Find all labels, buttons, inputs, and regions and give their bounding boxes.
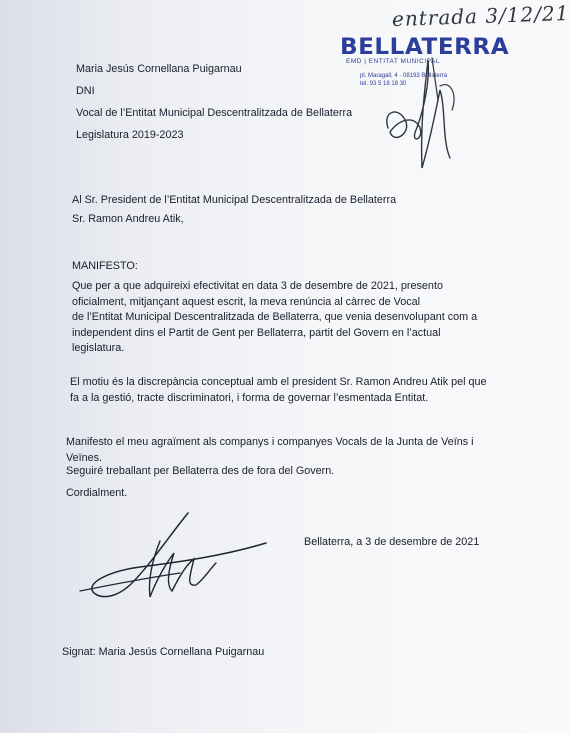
paragraph-line: Manifesto el meu agraïment als companys i companyes Vocals de la Junta de Veïns i (66, 436, 474, 448)
paragraph-line: oficialment, mitjançant aquest escrit, la meva renúncia al càrrec de Vocal (72, 295, 421, 308)
handwritten-entry-note: entrada 3/12/21 (391, 0, 570, 32)
paragraph-line: de l’Entitat Municipal Descentralitzada de Bellaterra, que venia desenvolupant com a (72, 311, 478, 323)
place-date: Bellaterra, a 3 de desembre de 2021 (304, 536, 480, 548)
sender-role: Vocal de l’Entitat Municipal Descentralitzada de Bellaterra (76, 107, 353, 119)
paragraph-line: Que per a que adquireixi efectivitat en data 3 de desembre de 2021, presento (72, 280, 443, 292)
signed-line: Signat: Maria Jesús Cornellana Puigarnau (62, 646, 265, 658)
paragraph-line: independent dins el Partit de Gent per Bellaterra, partit del Govern en l’actual (72, 326, 441, 339)
manifesto-heading: MANIFESTO: (72, 260, 138, 272)
handwritten-signature (70, 505, 270, 615)
paragraph-line: fa a la gestió, tracte discriminatori, i forma de governar l’esmentada Entitat. (70, 391, 429, 404)
stamp-initials-signature (380, 40, 480, 170)
recipient-line-1: Al Sr. President de l’Entitat Municipal Descentralitzada de Bellaterra (72, 194, 397, 206)
closing: Cordialment. (66, 487, 128, 499)
paragraph-line: Veïnes. (66, 451, 103, 464)
sender-id-label: DNI (76, 85, 95, 97)
paragraph-resignation (72, 279, 477, 357)
recipient-line-2: Sr. Ramon Andreu Atik, (72, 213, 184, 225)
paragraph-reason (70, 375, 487, 406)
stamp-phone: tel. 93 5 18 18 30 (360, 81, 407, 87)
paragraph-line: El motiu és la discrepància conceptual amb el president Sr. Ramon Andreu Atik pel que (70, 376, 487, 388)
stamp-address: pl. Maragall, 4 · 08193 Bellaterra (360, 73, 448, 79)
paragraph-thanks (66, 435, 474, 466)
stamp-brand: BELLATERRA (340, 35, 510, 60)
sender-name: Maria Jesús Cornellana Puigarnau (76, 63, 242, 75)
sender-term: Legislatura 2019-2023 (76, 129, 184, 141)
stamp-subtitle: EMD | ENTITAT MUNICIPAL (346, 58, 440, 65)
paragraph-continue: Seguiré treballant per Bellaterra des de fora del Govern. (66, 465, 335, 477)
paragraph-line: legislatura. (72, 342, 125, 354)
